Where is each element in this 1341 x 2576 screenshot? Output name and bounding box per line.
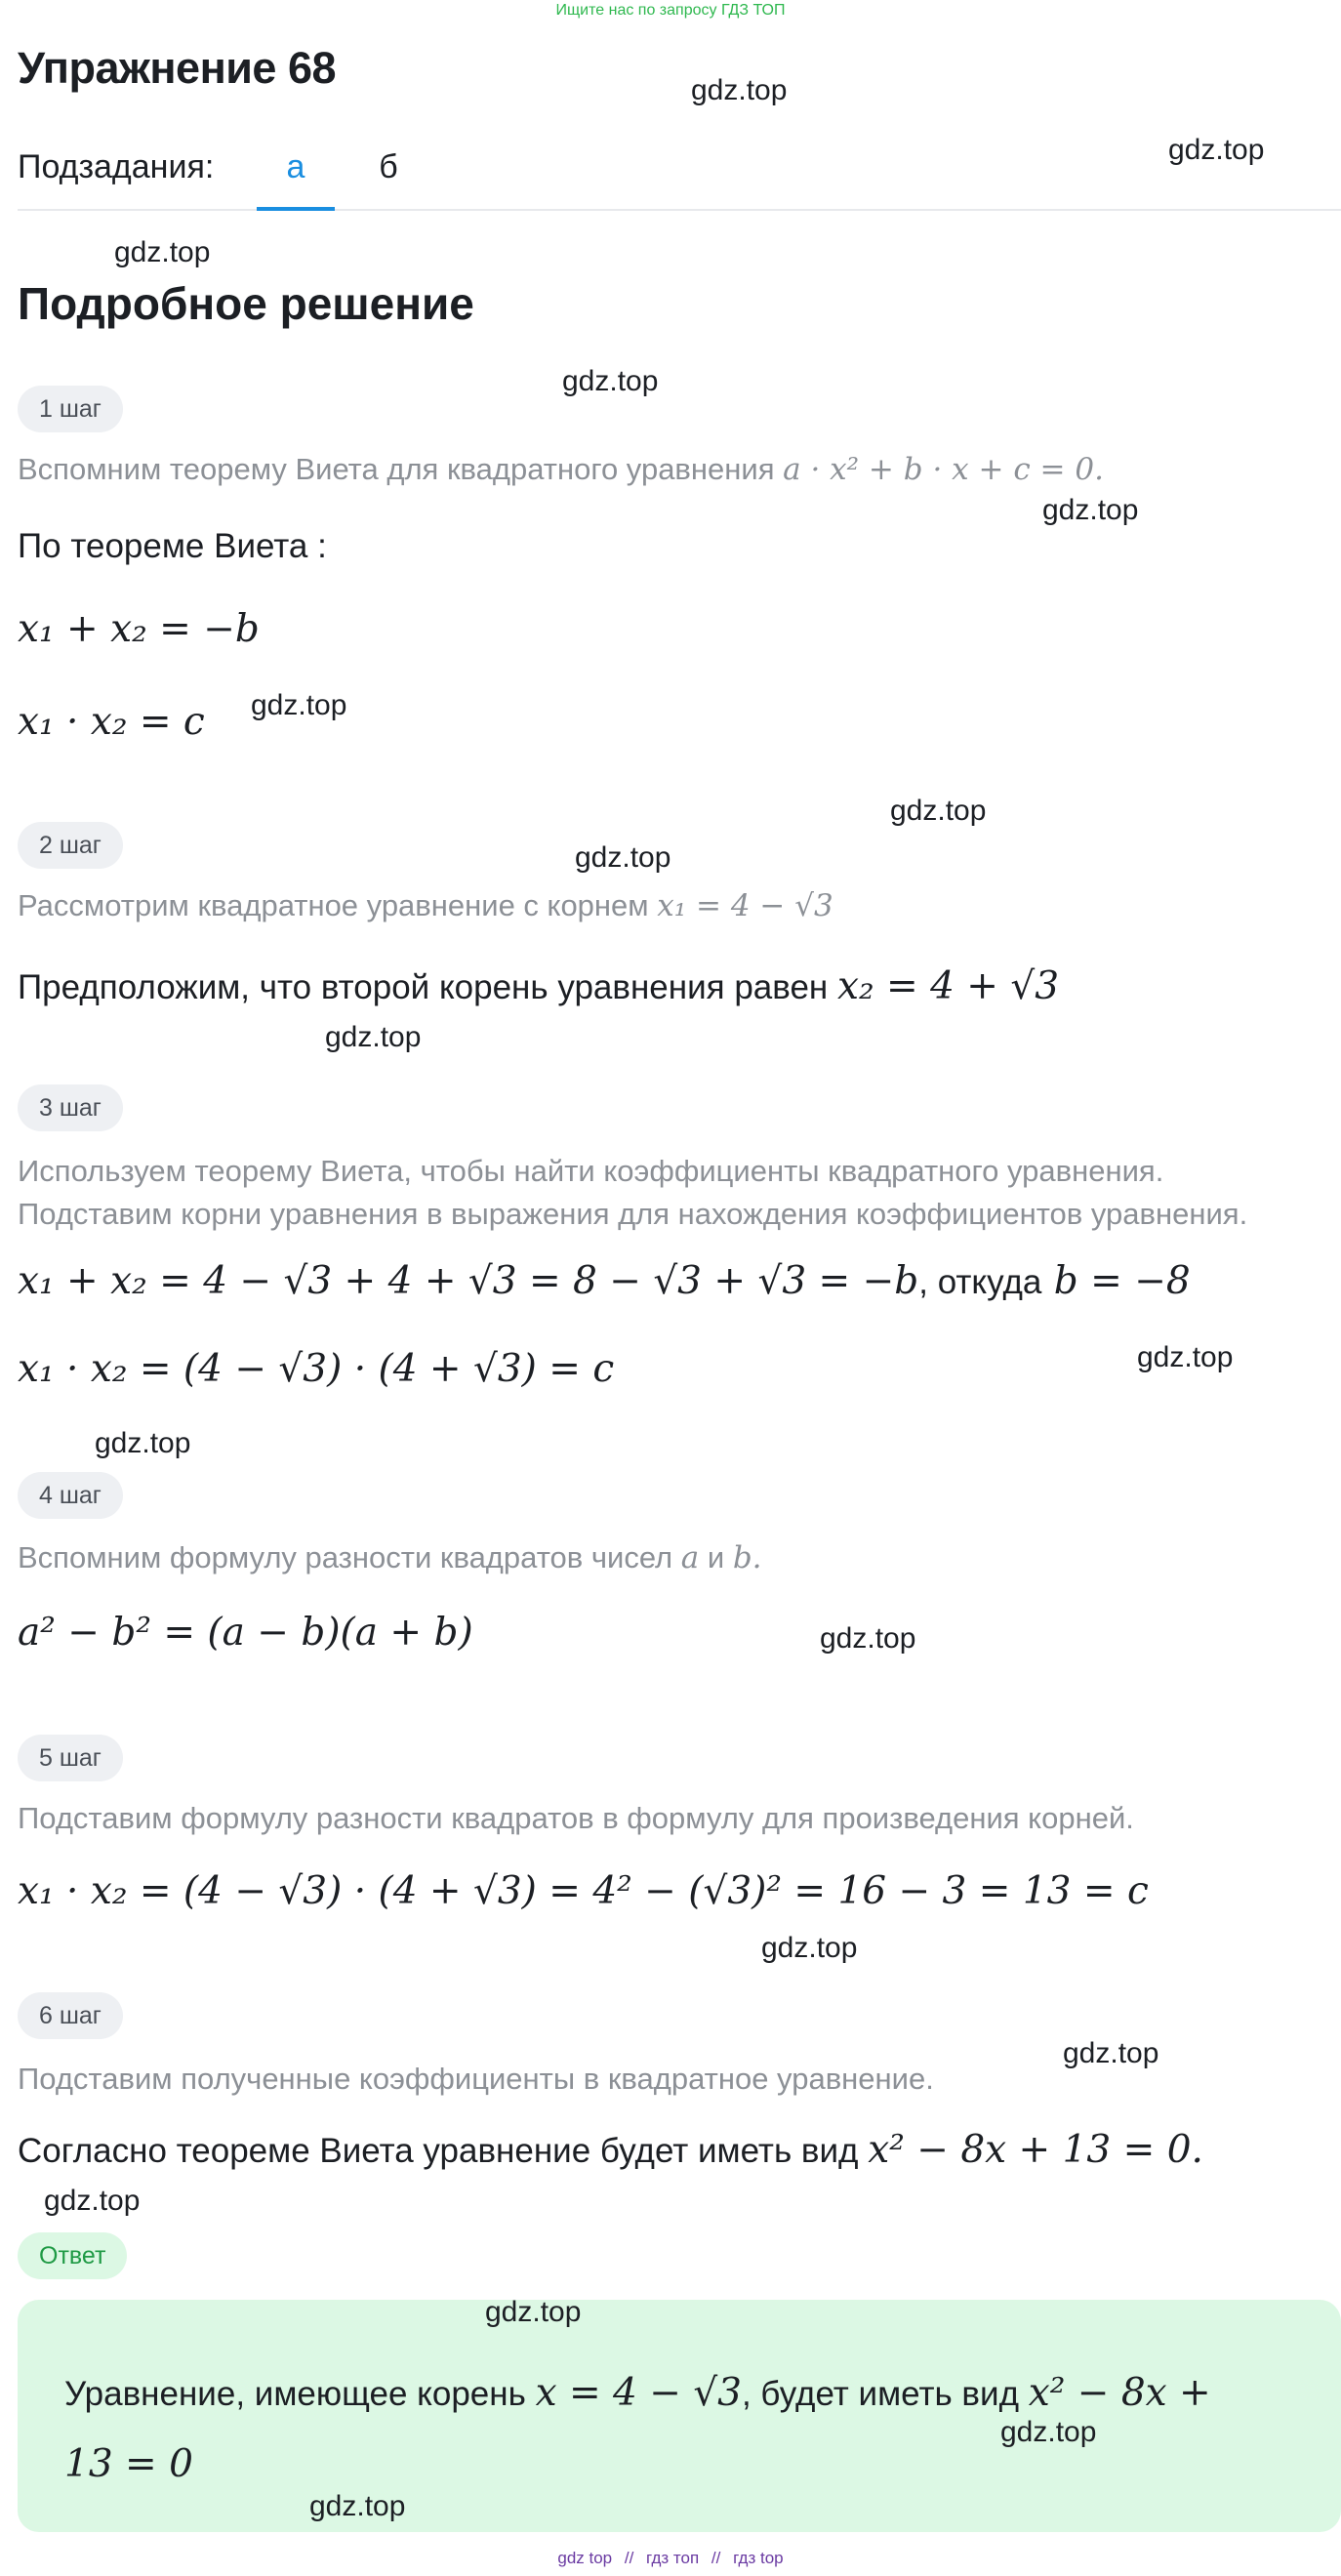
step-4-formula: a² − b² = (a − b)(a + b) xyxy=(18,1611,473,1655)
step-2-note: Рассмотрим квадратное уравнение с корнем x₁ = 4 − √3 xyxy=(18,888,833,923)
watermark: gdz.top xyxy=(309,2490,406,2522)
watermark: gdz.top xyxy=(1042,494,1139,526)
step-5-formula: x₁ · x₂ = (4 − √3) · (4 + √3) = 4² − (√3)² = 16 − 3 = 13 = c xyxy=(18,1869,1149,1913)
watermark: gdz.top xyxy=(325,1021,422,1053)
footer-link-gdz-top[interactable]: gdz top xyxy=(557,2549,613,2567)
tab-a[interactable]: а xyxy=(257,148,335,211)
watermark: gdz.top xyxy=(562,365,659,397)
subtasks-label: Подзадания: xyxy=(18,148,215,185)
tab-b[interactable]: б xyxy=(379,148,398,185)
step-badge-4: 4 шаг xyxy=(18,1472,123,1519)
watermark: gdz.top xyxy=(761,1932,858,1964)
step-badge-5: 5 шаг xyxy=(18,1735,123,1781)
step-6-statement: Согласно теореме Виета уравнение будет иметь вид x² − 8x + 13 = 0. xyxy=(18,2128,1203,2172)
step-2-statement: Предположим, что второй корень уравнения равен x₂ = 4 + √3 xyxy=(18,964,1060,1008)
answer-box xyxy=(18,2300,1341,2532)
watermark: gdz.top xyxy=(575,841,671,874)
step-badge-1: 1 шаг xyxy=(18,386,123,432)
watermark: gdz.top xyxy=(1063,2037,1159,2069)
footer-link-gdz-top-ru[interactable]: гдз топ xyxy=(646,2549,700,2567)
step-3-note: Используем теорему Виета, чтобы найти коэффициенты квадратного уравнения. Подставим корни уравнения в выражения для нахождения коэффициентов уравнения. xyxy=(18,1154,1248,1231)
watermark: gdz.top xyxy=(485,2296,582,2328)
watermark: gdz.top xyxy=(1168,134,1265,166)
top-banner[interactable]: Ищите нас по запросу ГДЗ ТОП xyxy=(555,2,786,19)
step-badge-2: 2 шаг xyxy=(18,822,123,869)
step-5-note: Подставим формулу разности квадратов в формулу для произведения корней. xyxy=(18,1801,1134,1835)
watermark: gdz.top xyxy=(1137,1341,1234,1373)
watermark: gdz.top xyxy=(251,689,347,721)
step-1-statement: По теореме Виета : xyxy=(18,527,327,565)
step-badge-6: 6 шаг xyxy=(18,1992,123,2039)
watermark: gdz.top xyxy=(691,74,788,106)
section-title: Подробное решение xyxy=(18,278,474,329)
answer-text: Уравнение, имеющее корень x = 4 − √3, будет иметь вид x² − 8x + 13 = 0 xyxy=(64,2371,1211,2486)
step-3-formula-product: x₁ · x₂ = (4 − √3) · (4 + √3) = c xyxy=(18,1347,615,1391)
footer-separator: // xyxy=(624,2549,634,2567)
step-4-note: Вспомним формулу разности квадратов чисел a и b. xyxy=(18,1540,762,1575)
watermark: gdz.top xyxy=(114,236,211,268)
watermark: gdz.top xyxy=(890,795,987,827)
step-1-note: Вспомним теорему Виета для квадратного уравнения a · x² + b · x + c = 0. xyxy=(18,452,1104,487)
subtasks-tabs xyxy=(18,137,1341,211)
watermark: gdz.top xyxy=(44,2185,141,2217)
step-1-formula-sum: x₁ + x₂ = −b xyxy=(18,607,260,651)
footer-separator: // xyxy=(711,2549,721,2567)
watermark: gdz.top xyxy=(820,1622,916,1655)
answer-badge: Ответ xyxy=(18,2232,127,2279)
footer-link-gdz-top-mixed[interactable]: гдз top xyxy=(733,2549,784,2567)
step-1-formula-product: x₁ · x₂ = c xyxy=(18,700,205,744)
step-6-note: Подставим полученные коэффициенты в квадратное уравнение. xyxy=(18,2062,934,2096)
page-title: Упражнение 68 xyxy=(18,43,337,93)
footer-links xyxy=(0,2549,1341,2568)
watermark: gdz.top xyxy=(95,1427,191,1459)
step-3-formula-sum: x₁ + x₂ = 4 − √3 + 4 + √3 = 8 − √3 + √3 = −b, откуда b = −8 xyxy=(18,1259,1191,1303)
step-badge-3: 3 шаг xyxy=(18,1084,123,1131)
watermark: gdz.top xyxy=(1000,2416,1097,2448)
